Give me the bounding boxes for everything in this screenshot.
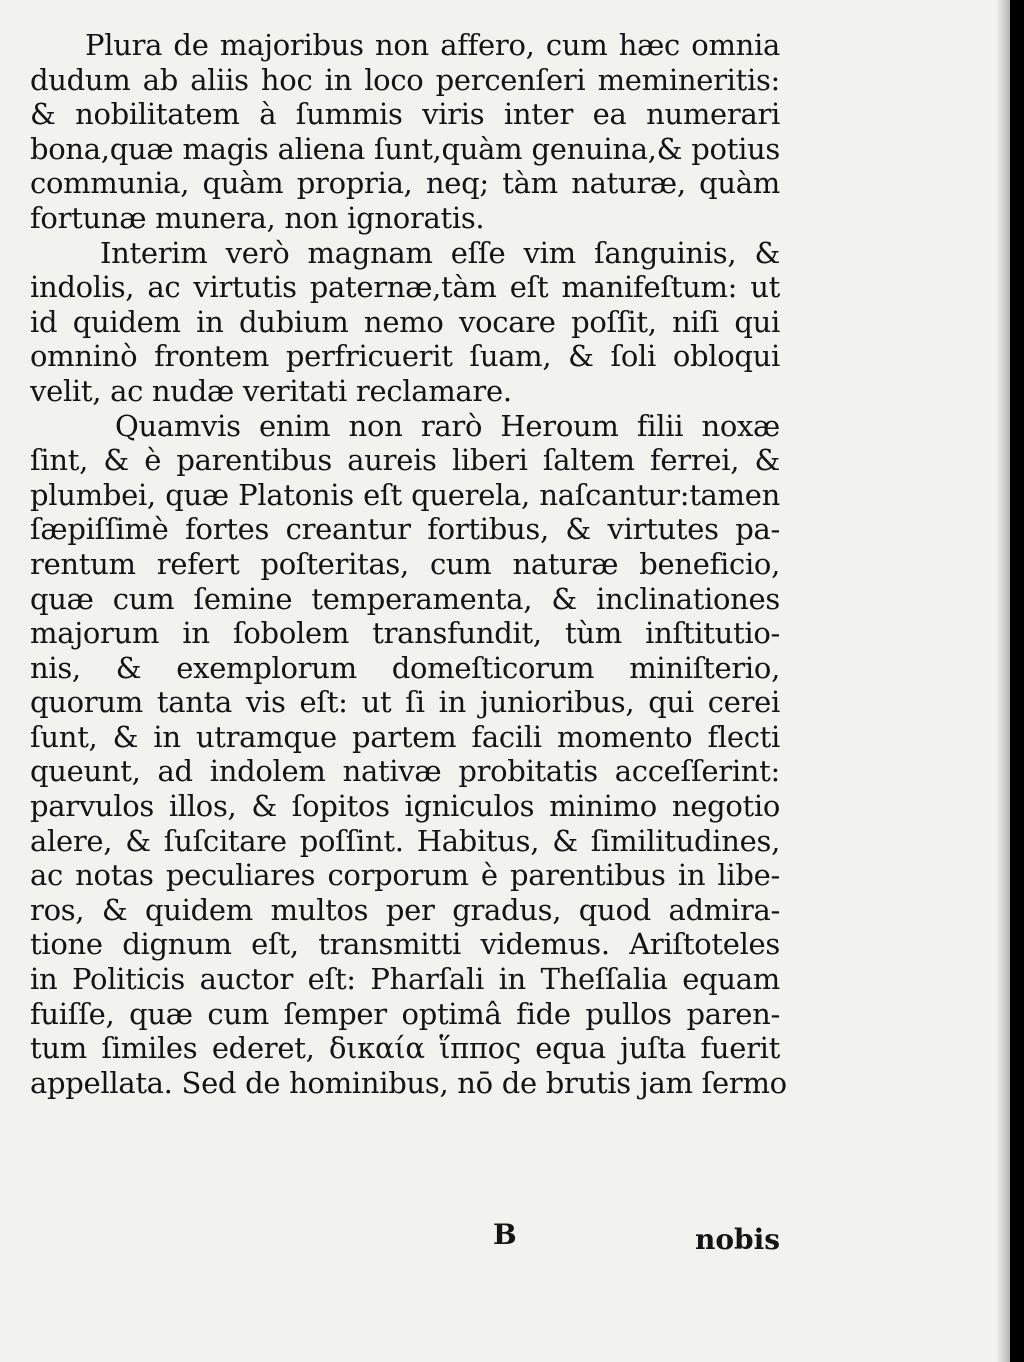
text-line: parvulos illos, & ſopitos igniculos minimo negotio	[30, 789, 780, 824]
text-line: quorum tanta vis eſt: ut ſi in junioribus, qui cerei	[30, 685, 780, 720]
text-line: appellata. Sed de hominibus, nō de brutis jam ſermo	[30, 1065, 787, 1100]
text-line: ros, & quidem multos per gradus, quod admira-	[30, 892, 780, 927]
text-line: alere, & ſuſcitare poſſint. Habitus, & ſimilitudines,	[30, 823, 780, 858]
signature-mark: B	[493, 1218, 517, 1251]
text-line: ac notas peculiares corporum è parentibus in libe-	[30, 858, 780, 893]
text-line: communia, quàm propria, neq; tàm naturæ, quàm	[30, 166, 780, 201]
text-line: ſæpiſſimè fortes creantur fortibus, & virtutes pa-	[30, 512, 780, 547]
text-line: bona,quæ magis aliena ſunt,quàm genuina,& potius	[30, 131, 780, 166]
text-line: rentum refert poſteritas, cum naturæ beneficio,	[30, 546, 780, 581]
page-footer	[30, 1218, 780, 1258]
text-line: tione dignum eſt, transmitti videmus. Ariſtoteles	[30, 927, 780, 962]
text-line: tum ſimiles ederet, δικαία ἵππος equa juſta fuerit	[30, 1031, 780, 1066]
catchword: nobis	[694, 1223, 780, 1256]
text-line: plumbei, quæ Platonis eſt querela, naſcantur:tamen	[30, 477, 780, 512]
text-line: majorum in ſobolem transfundit, tùm inſtitutio-	[30, 616, 780, 651]
text-line: Plura de majoribus non affero, cum hæc omnia	[85, 28, 780, 62]
text-line: velit, ac nudæ veritati reclamare.	[30, 373, 512, 408]
text-line: quæ cum ſemine temperamenta, & inclinationes	[30, 581, 780, 616]
text-line: indolis, ac virtutis paternæ,tàm eſt manifeſtum: ut	[30, 270, 780, 305]
body-text	[30, 28, 787, 1100]
paragraph-1	[30, 28, 780, 236]
text-line: dudum ab aliis hoc in loco percenſeri memineritis:	[30, 62, 780, 97]
text-line: & nobilitatem à ſummis viris inter ea numerari	[30, 97, 780, 132]
paragraph-2	[30, 236, 780, 409]
text-line: Quamvis enim non rarò Heroum filii noxæ	[115, 408, 780, 443]
paragraph-3	[30, 408, 787, 1101]
text-line: omninò frontem perfricuerit ſuam, & ſoli obloqui	[30, 339, 780, 374]
text-line: Interim verò magnam eſſe vim ſanguinis, &	[100, 235, 780, 270]
text-line: in Politicis auctor eſt: Pharſali in Theſſalia equam	[30, 962, 780, 997]
text-line: id quidem in dubium nemo vocare poſſit, niſi qui	[30, 304, 780, 339]
text-line: queunt, ad indolem nativæ probitatis acceſſerint:	[30, 754, 780, 789]
text-line: fuiſſe, quæ cum ſemper optimâ fide pullos paren-	[30, 996, 780, 1031]
text-line: fortunæ munera, non ignoratis.	[30, 200, 485, 235]
text-line: nis, & exemplorum domeſticorum miniſterio,	[30, 650, 780, 685]
text-line: ſint, & è parentibus aureis liberi ſaltem ferrei, &	[30, 443, 780, 478]
text-line: ſunt, & in utramque partem facili momento flecti	[30, 719, 780, 754]
